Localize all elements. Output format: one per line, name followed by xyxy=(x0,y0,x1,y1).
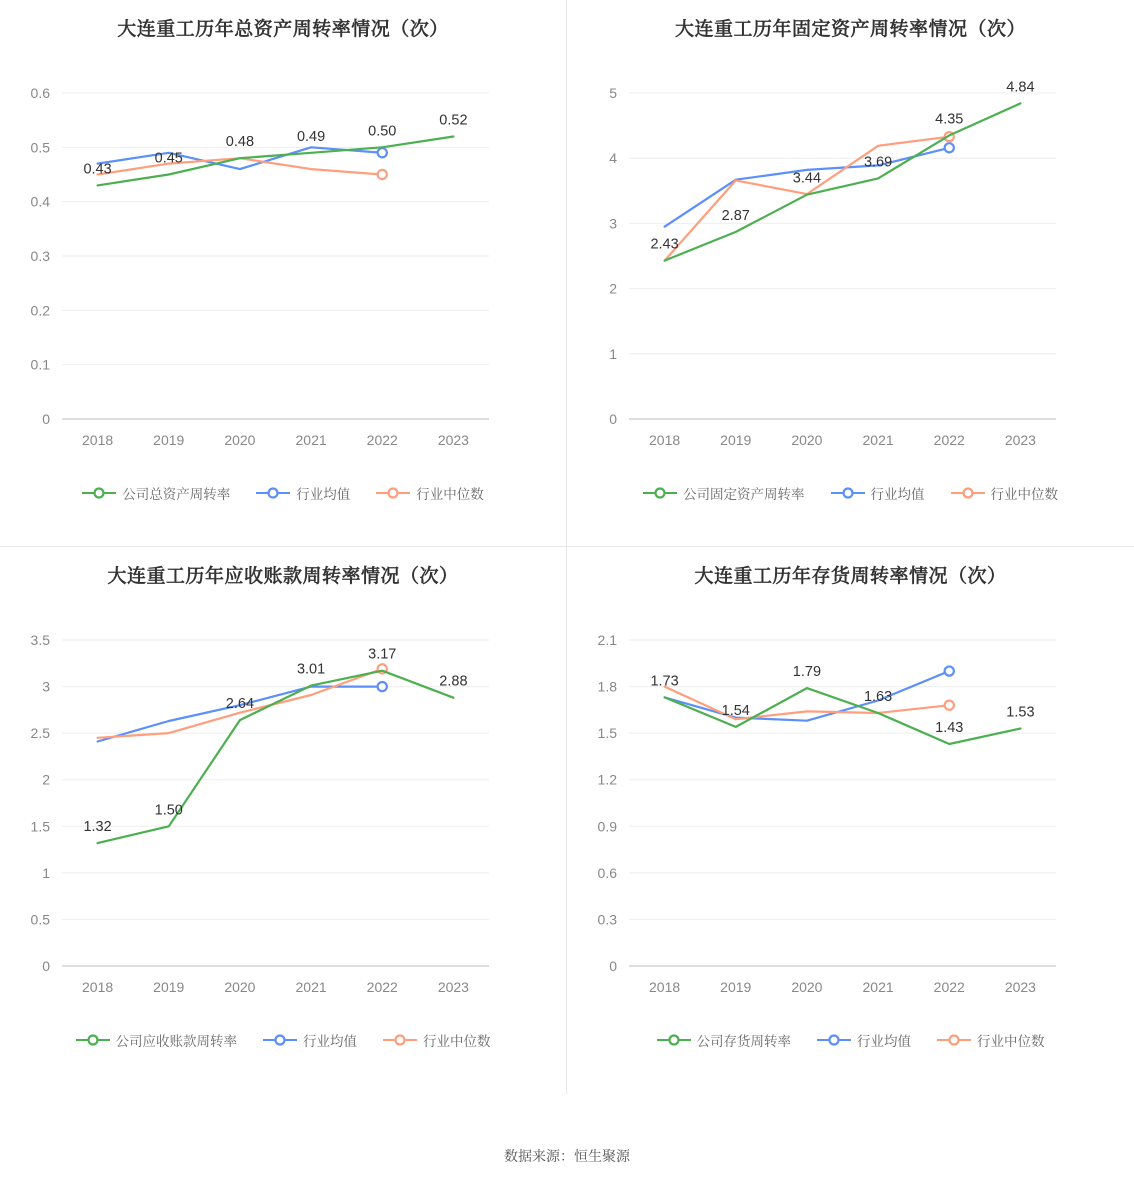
legend-label-industry-median: 行业中位数 xyxy=(423,1034,491,1049)
legend-marker-industry-mean-icon xyxy=(256,487,290,499)
svg-text:1.43: 1.43 xyxy=(935,720,964,737)
legend-marker-industry-median-icon xyxy=(376,487,410,499)
legend-label-industry-median: 行业中位数 xyxy=(977,1034,1045,1049)
svg-text:0: 0 xyxy=(42,411,50,427)
svg-text:1.8: 1.8 xyxy=(597,678,617,695)
chart-plot-area xyxy=(0,41,567,481)
svg-text:0.5: 0.5 xyxy=(30,139,50,156)
svg-text:2022: 2022 xyxy=(933,432,965,448)
svg-text:2018: 2018 xyxy=(82,432,114,448)
legend-item-industry-median xyxy=(383,1030,491,1050)
svg-text:2023: 2023 xyxy=(1004,432,1036,448)
svg-text:2: 2 xyxy=(609,280,617,297)
legend-label-company: 公司应收账款周转率 xyxy=(115,1034,237,1049)
legend-label-company: 公司存货周转率 xyxy=(696,1034,791,1049)
svg-text:2.1: 2.1 xyxy=(597,632,617,648)
svg-text:2: 2 xyxy=(42,771,50,788)
svg-text:2019: 2019 xyxy=(720,979,752,995)
legend-label-company: 公司总资产周转率 xyxy=(122,487,231,502)
svg-text:2019: 2019 xyxy=(720,432,752,448)
line-chart xyxy=(567,588,1134,1028)
line-chart xyxy=(0,588,567,1028)
legend-item-company xyxy=(657,1030,792,1050)
svg-text:1.5: 1.5 xyxy=(30,818,50,835)
svg-text:2018: 2018 xyxy=(649,979,681,995)
svg-text:2023: 2023 xyxy=(437,432,469,448)
svg-text:0.52: 0.52 xyxy=(439,112,468,129)
legend-item-company xyxy=(82,483,230,503)
legend-marker-company-icon xyxy=(82,487,116,499)
legend-marker-company-icon xyxy=(643,487,677,499)
svg-text:1.53: 1.53 xyxy=(1006,704,1035,721)
svg-text:1.73: 1.73 xyxy=(650,673,679,690)
chart-plot-area xyxy=(567,41,1134,481)
chart-legend xyxy=(567,1030,1134,1050)
svg-text:1: 1 xyxy=(609,345,617,362)
svg-text:2.43: 2.43 xyxy=(650,236,679,253)
svg-text:0.48: 0.48 xyxy=(225,134,255,151)
legend-marker-industry-mean-icon xyxy=(263,1034,297,1046)
svg-text:1.32: 1.32 xyxy=(83,819,112,836)
svg-text:3.01: 3.01 xyxy=(296,661,326,678)
svg-text:1.54: 1.54 xyxy=(721,702,750,719)
svg-text:2022: 2022 xyxy=(366,432,398,448)
svg-text:4: 4 xyxy=(609,150,617,167)
legend-item-industry-mean xyxy=(831,483,925,503)
chart-legend xyxy=(0,483,566,503)
svg-text:0: 0 xyxy=(609,411,617,427)
svg-text:1: 1 xyxy=(42,864,50,881)
svg-text:4.84: 4.84 xyxy=(1006,79,1035,96)
legend-item-industry-median xyxy=(937,1030,1045,1050)
svg-text:2020: 2020 xyxy=(224,432,256,448)
svg-text:2020: 2020 xyxy=(791,432,823,448)
legend-marker-industry-mean-icon xyxy=(831,487,865,499)
svg-text:0.4: 0.4 xyxy=(30,193,50,210)
legend-item-company xyxy=(76,1030,238,1050)
svg-text:1.50: 1.50 xyxy=(154,802,183,819)
svg-text:3.17: 3.17 xyxy=(368,646,397,663)
legend-item-industry-median xyxy=(376,483,484,503)
svg-text:0.43: 0.43 xyxy=(83,161,112,178)
chart-panel-total-asset-turnover xyxy=(0,0,567,547)
legend-label-industry-mean: 行业均值 xyxy=(857,1034,911,1049)
svg-text:3: 3 xyxy=(609,215,617,232)
svg-text:3.44: 3.44 xyxy=(792,170,822,187)
chart-legend xyxy=(0,1030,566,1050)
legend-label-industry-median: 行业中位数 xyxy=(416,487,484,502)
data-source-note: 数据来源：恒生聚源 xyxy=(504,1148,630,1164)
legend-marker-industry-median-icon xyxy=(951,487,985,499)
svg-text:5: 5 xyxy=(609,85,617,101)
legend-marker-company-icon xyxy=(76,1034,110,1046)
svg-text:0.9: 0.9 xyxy=(597,818,617,835)
svg-text:2019: 2019 xyxy=(153,432,185,448)
chart-title: 大连重工历年应收账款周转率情况（次） xyxy=(107,566,459,587)
svg-text:1.2: 1.2 xyxy=(597,771,617,788)
svg-text:0.3: 0.3 xyxy=(597,911,617,928)
svg-text:2020: 2020 xyxy=(224,979,256,995)
svg-text:2019: 2019 xyxy=(153,979,185,995)
svg-text:3.5: 3.5 xyxy=(30,632,50,648)
legend-marker-company-icon xyxy=(657,1034,691,1046)
legend-label-company: 公司固定资产周转率 xyxy=(683,487,805,502)
legend-item-industry-median xyxy=(951,483,1059,503)
chart-panel-receivables-turnover xyxy=(0,547,567,1094)
svg-text:0.45: 0.45 xyxy=(154,150,183,167)
svg-text:2.64: 2.64 xyxy=(225,696,255,713)
line-chart xyxy=(0,41,567,481)
svg-text:0.1: 0.1 xyxy=(30,356,50,373)
legend-marker-industry-median-icon xyxy=(383,1034,417,1046)
svg-text:3: 3 xyxy=(42,678,50,695)
legend-item-industry-mean xyxy=(256,483,350,503)
line-chart xyxy=(567,41,1134,481)
svg-text:2023: 2023 xyxy=(1004,979,1036,995)
legend-label-industry-median: 行业中位数 xyxy=(990,487,1058,502)
svg-text:1.5: 1.5 xyxy=(597,725,617,742)
chart-title: 大连重工历年固定资产周转率情况（次） xyxy=(674,19,1026,40)
svg-text:2022: 2022 xyxy=(933,979,965,995)
svg-text:2.5: 2.5 xyxy=(30,725,50,742)
legend-item-industry-mean xyxy=(817,1030,911,1050)
legend-label-industry-mean: 行业均值 xyxy=(303,1034,357,1049)
chart-legend xyxy=(567,483,1134,503)
svg-text:2023: 2023 xyxy=(437,979,469,995)
legend-marker-industry-mean-icon xyxy=(817,1034,851,1046)
svg-text:0.6: 0.6 xyxy=(30,85,50,101)
chart-title: 大连重工历年总资产周转率情况（次） xyxy=(117,19,449,40)
chart-plot-area xyxy=(0,588,567,1028)
svg-text:0: 0 xyxy=(609,958,617,974)
svg-text:2022: 2022 xyxy=(366,979,398,995)
chart-panel-fixed-asset-turnover xyxy=(567,0,1134,547)
legend-item-company xyxy=(643,483,805,503)
chart-plot-area xyxy=(567,588,1134,1028)
legend-label-industry-mean: 行业均值 xyxy=(870,487,925,502)
legend-marker-industry-median-icon xyxy=(937,1034,971,1046)
svg-text:4.35: 4.35 xyxy=(935,111,964,128)
svg-text:2020: 2020 xyxy=(791,979,823,995)
svg-text:2021: 2021 xyxy=(295,432,327,448)
svg-text:3.69: 3.69 xyxy=(863,154,893,171)
svg-text:2018: 2018 xyxy=(82,979,114,995)
chart-panel-inventory-turnover xyxy=(567,547,1134,1094)
svg-text:1.79: 1.79 xyxy=(792,664,822,681)
svg-text:2.88: 2.88 xyxy=(439,673,468,690)
svg-text:2021: 2021 xyxy=(862,432,894,448)
legend-label-industry-mean: 行业均值 xyxy=(296,487,351,502)
svg-text:0.5: 0.5 xyxy=(30,911,50,928)
svg-text:2.87: 2.87 xyxy=(721,207,750,224)
svg-text:0.49: 0.49 xyxy=(296,128,326,145)
svg-text:2021: 2021 xyxy=(862,979,894,995)
svg-text:0.3: 0.3 xyxy=(30,248,50,264)
svg-text:2018: 2018 xyxy=(649,432,681,448)
svg-text:0.50: 0.50 xyxy=(368,123,397,140)
svg-text:0.2: 0.2 xyxy=(30,302,50,319)
svg-text:0.6: 0.6 xyxy=(597,864,617,881)
legend-item-industry-mean xyxy=(263,1030,357,1050)
svg-text:0: 0 xyxy=(42,958,50,974)
chart-title: 大连重工历年存货周转率情况（次） xyxy=(694,566,1007,587)
svg-text:1.63: 1.63 xyxy=(863,688,893,705)
svg-text:2021: 2021 xyxy=(295,979,327,995)
